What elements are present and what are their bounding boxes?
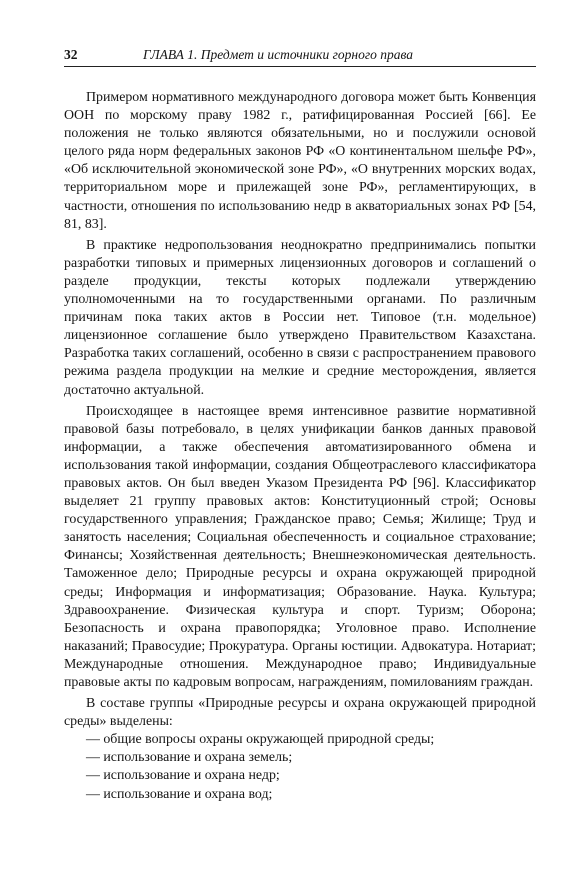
running-title: ГЛАВА 1. Предмет и источники горного права bbox=[143, 47, 413, 62]
paragraph: Примером нормативного международного договора может быть Конвенция ООН по морскому праву 1982 г., ратифицированная Россией [66]. Ее положения не только являются обязательными, но и послужили основой целого ряда норм федеральных законов РФ «О континентальном шельфе РФ», «Об исключительной экономической зоне РФ», «О внутренних морских водах, территориальном море и прилежащей зоне РФ», регламентирующих, в частности, отношения по использованию недр в акваториальных зонах РФ [54, 81, 83]. bbox=[64, 90, 536, 232]
paragraph: В практике недропользования неоднократно предпринимались попытки разработки типовых и примерных лицензионных договоров и соглашений о разделе продукции, тексты которых подлежали утверждению уполномоченными на то государственными органами. По различным причинам пока таких актов в России нет. Типовое (т.н. модельное) лицензионное соглашение было утверждено Правительством Казахстана. Разработка таких соглашений, особенно в связи с распространением правового режима раздела продукции на мелкие и средние месторождения, является достаточно актуальной. bbox=[64, 237, 536, 398]
list-item: — использование и охрана земель; bbox=[86, 750, 293, 766]
list-item: — общие вопросы охраны окружающей природной среды; bbox=[86, 732, 435, 748]
list-item: — использование и охрана вод; bbox=[86, 786, 273, 802]
page-body bbox=[64, 89, 536, 804]
bullet-list bbox=[64, 731, 536, 803]
list-item: — использование и охрана недр; bbox=[86, 768, 280, 784]
header-rule bbox=[64, 66, 536, 67]
paragraph: Происходящее в настоящее время интенсивное развитие нормативной правовой базы потребовало, в целях унификации банков данных правовой информации, а также обеспечения автоматизированного обмена и использования такой информации, создания Общеотраслевого классификатора правовых актов. Он был введен Указом Президента РФ [96]. Классификатор выделяет 21 группу правовых актов: Конституционный строй; Основы государственного управления; Гражданское право; Семья; Жилище; Труд и занятость населения; Социальная обеспеченность и социальное страхование; Финансы; Хозяйственная деятельность; Внешнеэкономическая деятельность. Таможенное дело; Природные ресурсы и охрана окружающей природной среды; Информация и информатизация; Образование. Наука. Культура; Здравоохранение. Физическая культура и спорт. Туризм; Оборона; Безопасность и охрана правопорядка; Уголовное право. Исполнение наказаний; Правосудие; Прокуратура. Органы юстиции. Адвокатура. Нотариат; Международные отношения. Международное право; Индивидуальные правовые акты по кадровым вопросам, награждениям, помилованиям граждан. bbox=[64, 403, 536, 690]
page-number: 32 bbox=[64, 47, 78, 62]
paragraph: В составе группы «Природные ресурсы и охрана окружающей природной среды» выделены: bbox=[64, 696, 536, 730]
